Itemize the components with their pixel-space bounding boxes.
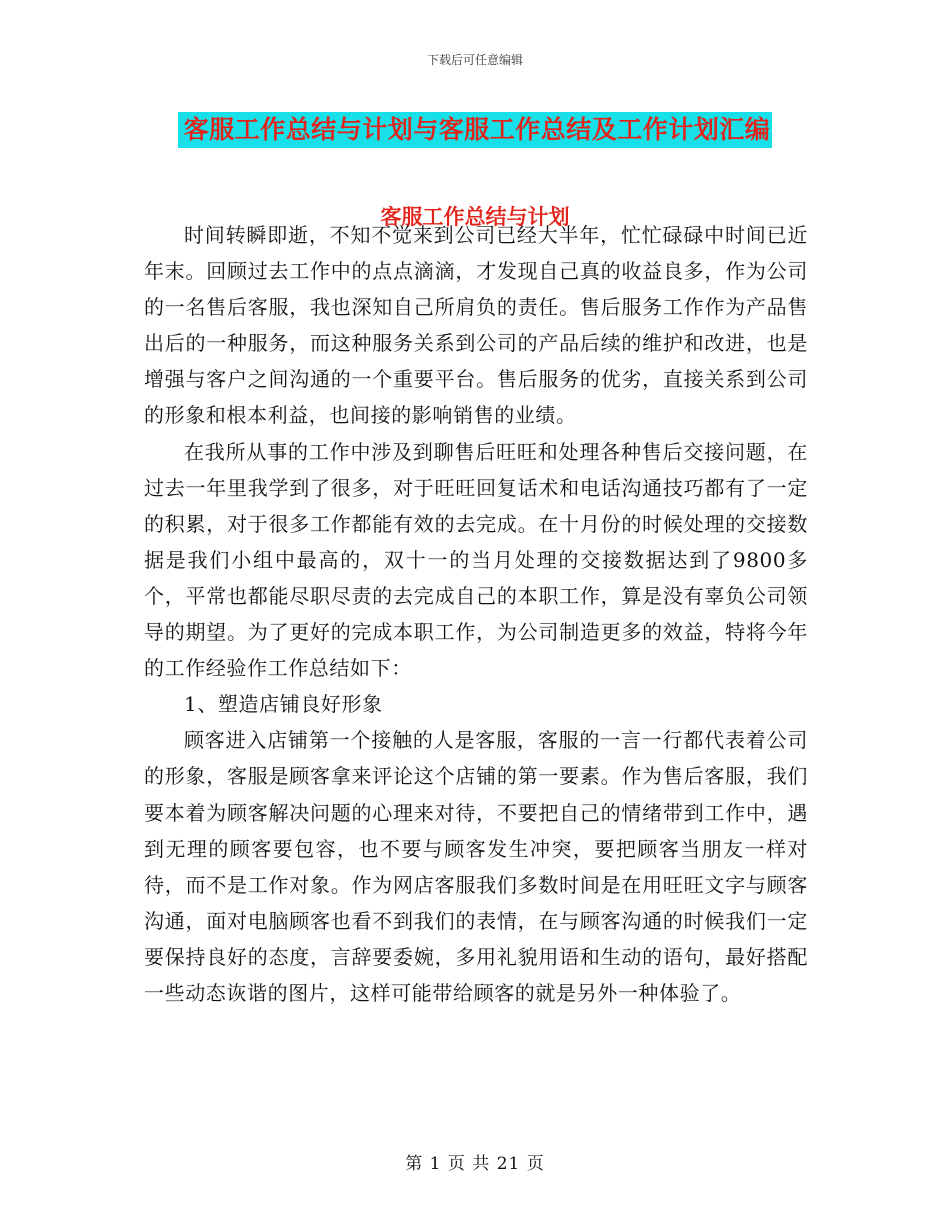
- paragraph-heading-1: 1、塑造店铺良好形象: [184, 692, 383, 717]
- section-title: 客服工作总结与计划: [380, 204, 570, 229]
- page-header-note: 下载后可任意编辑: [426, 53, 523, 67]
- paragraph-work-summary: 在我所从事的工作中涉及到聊售后旺旺和处理各种售后交接问题，在过去一年里我学到了很多，对于旺旺回复话术和电话沟通技巧都有了一定的积累，对于很多工作都能有效的去完成。在十月份的时候处理的交接数据是我们小组中最高的，双十一的当月处理的交接数据达到了9800多个，平常也都能尽职尽责的去完成自己的本职工作，算是没有辜负公司领导的期望。为了更好的完成本职工作，为公司制造更多的效益，特将今年的工作经验作工作总结如下：: [144, 439, 808, 681]
- paragraph-store-image: 顾客进入店铺第一个接触的人是客服，客服的一言一行都代表着公司的形象，客服是顾客拿来评论这个店铺的第一要素。作为售后客服，我们要本着为顾客解决问题的心理来对待，不要把自己的情绪带到工作中，遇到无理的顾客要包容，也不要与顾客发生冲突，要把顾客当朋友一样对待，而不是工作对象。作为网店客服我们多数时间是在用旺旺文字与顾客沟通，面对电脑顾客也看不到我们的表情，在与顾客沟通的时候我们一定要保持良好的态度，言辞要委婉，多用礼貌用语和生动的语句，最好搭配一些动态诙谐的图片，这样可能带给顾客的就是另外一种体验了。: [144, 728, 808, 1005]
- document-body: [144, 217, 808, 1011]
- document-title: 客服工作总结与计划与客服工作总结及工作计划汇编: [178, 112, 773, 148]
- paragraph-intro: 时间转瞬即逝，不知不觉来到公司已经大半年，忙忙碌碌中时间已近年末。回顾过去工作中的点点滴滴，才发现自己真的收益良多，作为公司的一名售后客服，我也深知自己所肩负的责任。售后服务工作作为产品售出后的一种服务，而这种服务关系到公司的产品后续的维护和改进，也是增强与客户之间沟通的一个重要平台。售后服务的优劣，直接关系到公司的形象和根本利益，也间接的影响销售的业绩。: [144, 223, 808, 428]
- page-footer-number: 第 1 页 共 21 页: [405, 1154, 545, 1174]
- document-title-wrapper: [0, 112, 950, 148]
